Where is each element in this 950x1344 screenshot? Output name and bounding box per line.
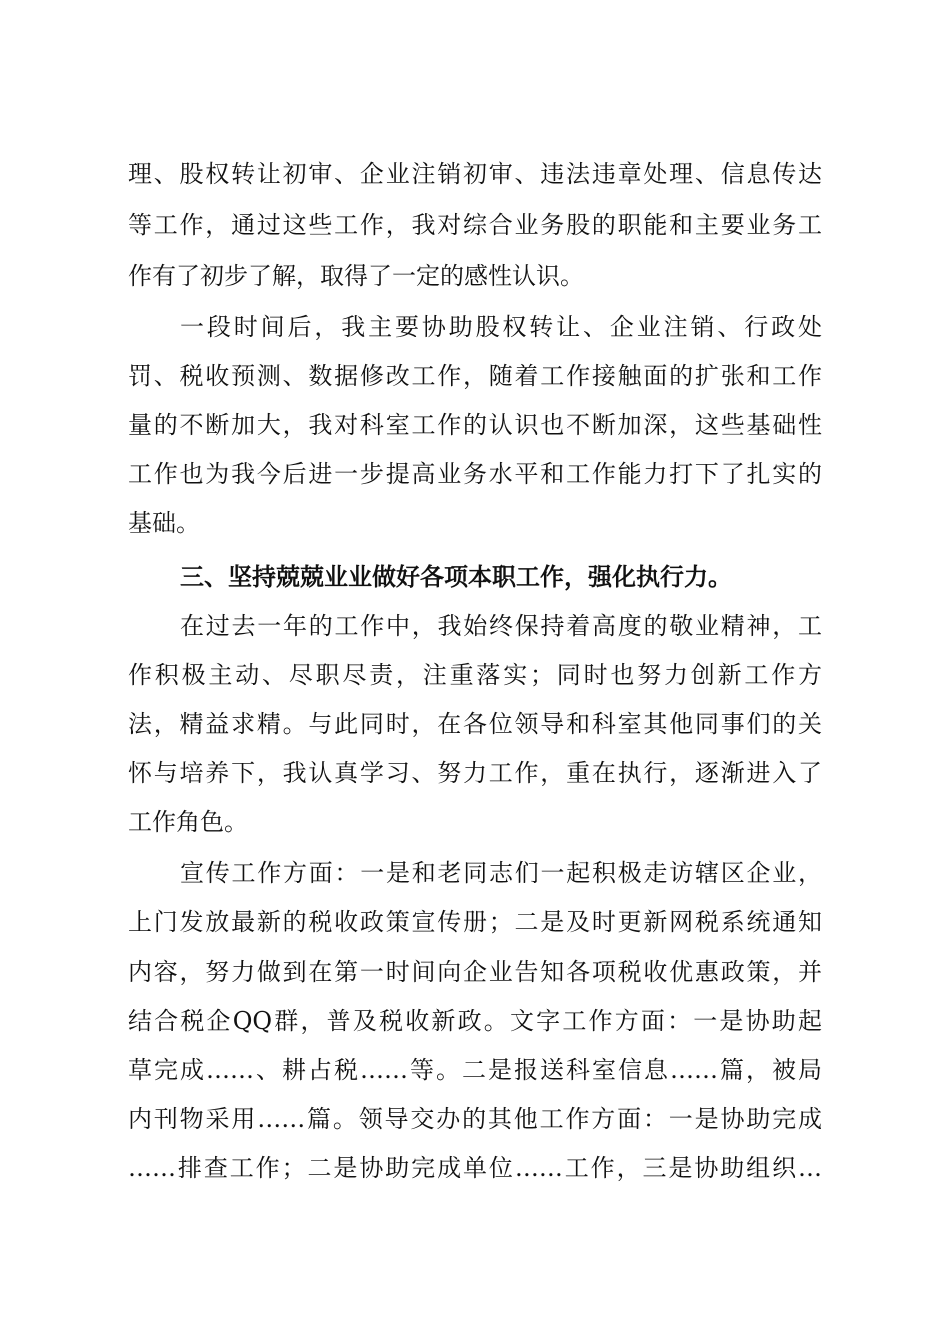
text-line: ……排查工作；二是协助完成单位……工作，三是协助组织… [128, 1154, 822, 1182]
text-line: 上门发放最新的税收政策宣传册；二是及时更新网税系统通知 [128, 908, 822, 936]
text-line: 基础。 [128, 509, 200, 537]
section-heading: 三、坚持兢兢业业做好各项本职工作，强化执行力。 [180, 563, 732, 591]
text-line: 等工作，通过这些工作，我对综合业务股的职能和主要业务工 [128, 211, 822, 239]
text-line: 法，精益求精。与此同时，在各位领导和科室其他同事们的关 [128, 710, 822, 738]
text-line: 工作角色。 [128, 808, 248, 836]
text-line: 理、股权转让初审、企业注销初审、违法违章处理、信息传达 [128, 160, 822, 188]
text-line: 作有了初步了解，取得了一定的感性认识。 [128, 262, 584, 290]
text-line: 内刊物采用……篇。领导交办的其他工作方面：一是协助完成 [128, 1105, 822, 1133]
text-line: 一段时间后，我主要协助股权转让、企业注销、行政处 [180, 313, 822, 341]
text-line: 在过去一年的工作中，我始终保持着高度的敬业精神，工 [180, 612, 822, 640]
text-line: 草完成……、耕占税……等。二是报送科室信息……篇，被局 [128, 1056, 822, 1084]
text-line: 宣传工作方面：一是和老同志们一起积极走访辖区企业， [180, 859, 822, 887]
text-line: 结合税企QQ群，普及税收新政。文字工作方面：一是协助起 [128, 1007, 822, 1035]
text-line: 工作也为我今后进一步提高业务水平和工作能力打下了扎实的 [128, 460, 822, 488]
text-line: 怀与培养下，我认真学习、努力工作，重在执行，逐渐进入了 [128, 759, 822, 787]
text-line: 内容，努力做到在第一时间向企业告知各项税收优惠政策，并 [128, 958, 822, 986]
text-line: 作积极主动、尽职尽责，注重落实；同时也努力创新工作方 [128, 661, 822, 689]
text-line: 量的不断加大，我对科室工作的认识也不断加深，这些基础性 [128, 411, 822, 439]
text-line: 罚、税收预测、数据修改工作，随着工作接触面的扩张和工作 [128, 362, 822, 390]
